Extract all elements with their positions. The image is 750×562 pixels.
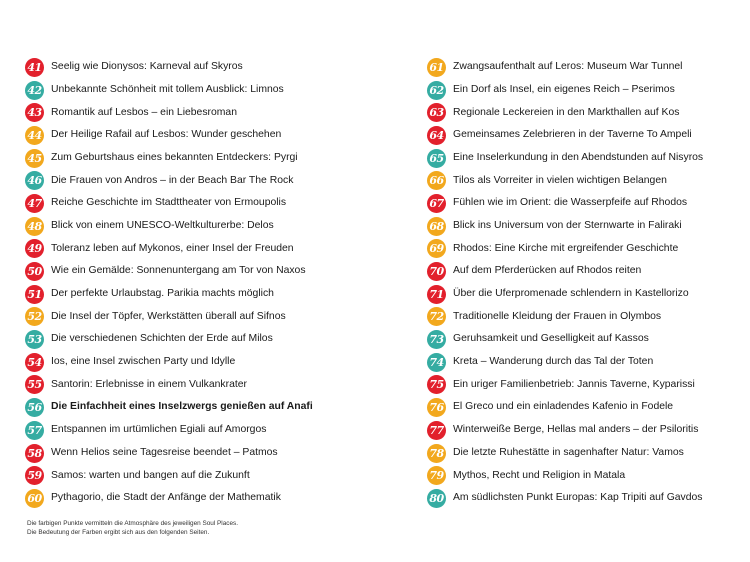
entry-title: Blick von einem UNESCO-Weltkulturerbe: Delos: [51, 219, 274, 231]
entry-title: Seelig wie Dionysos: Karneval auf Skyros: [51, 61, 243, 73]
list-item: [427, 79, 747, 102]
entry-title: Rhodos: Eine Kirche mit ergreifender Geschichte: [453, 242, 679, 254]
list-item: [25, 260, 385, 283]
number-badge: 46: [25, 171, 44, 190]
entry-title: Auf dem Pferderücken auf Rhodos reiten: [453, 265, 642, 277]
entry-title: Über die Uferpromenade schlendern in Kastellorizo: [453, 288, 689, 300]
list-item: [25, 147, 385, 170]
number-badge: 63: [427, 103, 446, 122]
number-badge: 47: [25, 194, 44, 213]
list-item: [427, 124, 747, 147]
entry-title: Fühlen wie im Orient: die Wasserpfeife auf Rhodos: [453, 197, 688, 209]
list-item: [25, 192, 385, 215]
list-item: [25, 396, 385, 419]
number-badge: 44: [25, 126, 44, 145]
number-badge: 49: [25, 239, 44, 258]
footnote-line-2: Die Bedeutung der Farben ergibt sich aus den folgenden Seiten.: [27, 529, 210, 536]
entry-title: Wenn Helios seine Tagesreise beendet – Patmos: [51, 446, 278, 458]
entry-title: Zwangsaufenthalt auf Leros: Museum War Tunnel: [453, 61, 683, 73]
entry-title: Die Einfachheit eines Inselzwergs genießen auf Anafi: [51, 401, 313, 413]
list-item: [427, 101, 747, 124]
number-badge: 67: [427, 194, 446, 213]
list-item: [427, 169, 747, 192]
number-badge: 43: [25, 103, 44, 122]
entry-title: Ein uriger Familienbetrieb: Jannis Taverne, Kyparissi: [453, 378, 695, 390]
number-badge: 56: [25, 398, 44, 417]
entry-title: Unbekannte Schönheit mit tollem Ausblick: Limnos: [51, 83, 284, 95]
number-badge: 57: [25, 421, 44, 440]
number-badge: 45: [25, 149, 44, 168]
list-item: [25, 419, 385, 442]
entry-title: Romantik auf Lesbos – ein Liebesroman: [51, 106, 237, 118]
entry-title: El Greco und ein einladendes Kafenio in Fodele: [453, 401, 674, 413]
number-badge: 70: [427, 262, 446, 281]
entry-title: Der perfekte Urlaubstag. Parikia machts möglich: [51, 288, 274, 300]
list-item: [25, 283, 385, 306]
number-badge: 55: [25, 375, 44, 394]
list-item: [427, 147, 747, 170]
number-badge: 79: [427, 466, 446, 485]
list-item: [427, 56, 747, 79]
entry-title: Am südlichsten Punkt Europas: Kap Tripiti auf Gavdos: [453, 492, 703, 504]
number-badge: 59: [25, 466, 44, 485]
number-badge: 50: [25, 262, 44, 281]
list-item: [25, 306, 385, 329]
number-badge: 61: [427, 58, 446, 77]
list-item: [427, 238, 747, 261]
list-item: [427, 487, 747, 510]
number-badge: 74: [427, 353, 446, 372]
number-badge: 65: [427, 149, 446, 168]
entry-title: Die Insel der Töpfer, Werkstätten überall auf Sifnos: [51, 310, 286, 322]
list-item: [25, 169, 385, 192]
left-column: [25, 56, 385, 510]
list-item: [427, 374, 747, 397]
entry-title: Regionale Leckereien in den Markthallen auf Kos: [453, 106, 680, 118]
number-badge: 41: [25, 58, 44, 77]
list-item: [25, 487, 385, 510]
entry-title: Ein Dorf als Insel, ein eigenes Reich – Pserimos: [453, 83, 675, 95]
list-item: [427, 260, 747, 283]
footnote-line-1: Die farbigen Punkte vermitteln die Atmosphäre des jeweiligen Soul Places.: [27, 520, 239, 527]
entry-title: Die Frauen von Andros – in der Beach Bar The Rock: [51, 174, 294, 186]
entry-title: Santorin: Erlebnisse in einem Vulkankrater: [51, 378, 247, 390]
entry-title: Winterweiße Berge, Hellas mal anders – der Psiloritis: [453, 424, 699, 436]
number-badge: 76: [427, 398, 446, 417]
entry-title: Der Heilige Rafail auf Lesbos: Wunder geschehen: [51, 129, 282, 141]
entry-title: Samos: warten und bangen auf die Zukunft: [51, 469, 250, 481]
list-item: [25, 374, 385, 397]
list-item: [25, 328, 385, 351]
list-item: [427, 419, 747, 442]
entry-title: Reiche Geschichte im Stadttheater von Ermoupolis: [51, 197, 287, 209]
list-item: [427, 442, 747, 465]
entry-title: Toleranz leben auf Mykonos, einer Insel der Freuden: [51, 242, 294, 254]
entry-title: Eine Inselerkundung in den Abendstunden auf Nisyros: [453, 151, 704, 163]
list-item: [427, 192, 747, 215]
number-badge: 75: [427, 375, 446, 394]
number-badge: 48: [25, 217, 44, 236]
number-badge: 71: [427, 285, 446, 304]
number-badge: 78: [427, 444, 446, 463]
entry-title: Pythagorio, die Stadt der Anfänge der Mathematik: [51, 492, 281, 504]
list-item: [25, 101, 385, 124]
list-item: [427, 464, 747, 487]
list-item: [25, 56, 385, 79]
number-badge: 51: [25, 285, 44, 304]
number-badge: 62: [427, 81, 446, 100]
list-item: [427, 351, 747, 374]
number-badge: 54: [25, 353, 44, 372]
list-item: [427, 283, 747, 306]
number-badge: 72: [427, 307, 446, 326]
entry-title: Mythos, Recht und Religion in Matala: [453, 469, 626, 481]
number-badge: 73: [427, 330, 446, 349]
list-item: [25, 238, 385, 261]
number-badge: 66: [427, 171, 446, 190]
right-column: [427, 56, 747, 510]
entry-title: Geruhsamkeit und Geselligkeit auf Kassos: [453, 333, 649, 345]
number-badge: 69: [427, 239, 446, 258]
list-item: [25, 442, 385, 465]
entry-title: Kreta – Wanderung durch das Tal der Toten: [453, 356, 654, 368]
entry-title: Blick ins Universum von der Sternwarte in Faliraki: [453, 219, 682, 231]
entry-title: Die verschiedenen Schichten der Erde auf Milos: [51, 333, 273, 345]
number-badge: 52: [25, 307, 44, 326]
list-item: [25, 124, 385, 147]
entry-title: Ios, eine Insel zwischen Party und Idylle: [51, 356, 236, 368]
number-badge: 53: [25, 330, 44, 349]
list-item: [25, 464, 385, 487]
entry-title: Traditionelle Kleidung der Frauen in Olymbos: [453, 310, 662, 322]
list-item: [427, 328, 747, 351]
entry-title: Entspannen im urtümlichen Egiali auf Amorgos: [51, 424, 267, 436]
number-badge: 77: [427, 421, 446, 440]
list-item: [427, 215, 747, 238]
number-badge: 58: [25, 444, 44, 463]
number-badge: 42: [25, 81, 44, 100]
entry-title: Gemeinsames Zelebrieren in der Taverne To Ampeli: [453, 129, 692, 141]
list-item: [427, 306, 747, 329]
list-item: [25, 351, 385, 374]
number-badge: 68: [427, 217, 446, 236]
number-badge: 64: [427, 126, 446, 145]
footnote: [27, 519, 238, 537]
entry-title: Die letzte Ruhestätte in sagenhafter Natur: Vamos: [453, 446, 684, 458]
entry-title: Tilos als Vorreiter in vielen wichtigen Belangen: [453, 174, 667, 186]
list-item: [427, 396, 747, 419]
entry-title: Zum Geburtshaus eines bekannten Entdeckers: Pyrgi: [51, 151, 298, 163]
entry-title: Wie ein Gemälde: Sonnenuntergang am Tor von Naxos: [51, 265, 306, 277]
list-item: [25, 79, 385, 102]
number-badge: 80: [427, 489, 446, 508]
list-item: [25, 215, 385, 238]
number-badge: 60: [25, 489, 44, 508]
